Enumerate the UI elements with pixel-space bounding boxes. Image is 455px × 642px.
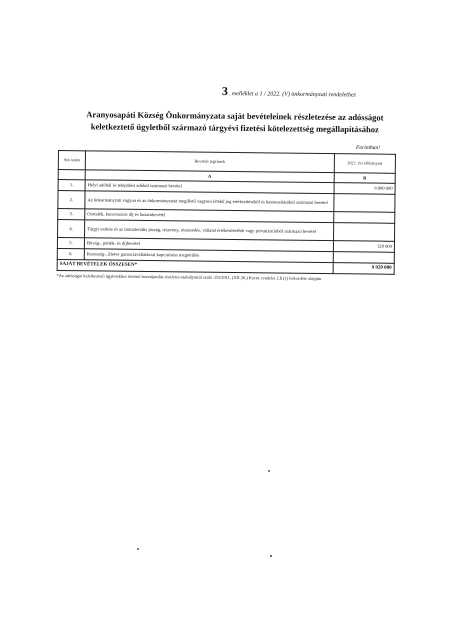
- row-value: 9 800 000: [334, 183, 395, 195]
- table-body: [57, 180, 395, 264]
- row-label: Kezesség-, illetve garanciavállalással kapcsolatos megtérülés: [84, 249, 333, 263]
- row-number: 4.: [58, 220, 85, 238]
- footnote: *Az adósságot keletkeztető ügyletekhez történő hozzájárulás részletes szabályairól szóló 353/2011. (XII.30.) Korm. rendelet 2.§ (1) bekezdése alapján: [56, 272, 322, 281]
- letter-empty: [58, 170, 85, 180]
- row-label: Helyi adóból és települési adóból származó bevétel: [85, 180, 334, 194]
- row-number: 3.: [58, 209, 85, 220]
- row-label: Bírság-, pótlék- és díjbevétel: [84, 238, 333, 252]
- total-value: 9 920 000: [333, 263, 394, 275]
- scan-speck: [268, 470, 270, 472]
- letter-a: A: [85, 170, 334, 183]
- row-label: Tárgyi eszköz és az immateriális jószág, részvény, részesedés, vállalat értékesítéséből vagy privatizációból származó bevétel: [85, 220, 334, 241]
- letter-b: B: [334, 173, 395, 184]
- scan-speck: [270, 555, 272, 557]
- row-label: Az önkormányzati vagyon és az önkormányzatot megillető vagyoni értékű jog értékesítéséből és hasznosításából származó bevétel: [85, 191, 334, 212]
- annex-header: [222, 84, 356, 100]
- row-value: [334, 194, 395, 213]
- row-number: 2.: [58, 191, 85, 209]
- row-value: [333, 223, 394, 242]
- header-appropriation: 2022. évi előirányzat: [334, 154, 395, 174]
- row-number: 1.: [58, 180, 85, 191]
- row-label: Osztalék, koncessziós díj és hozambevétel: [85, 209, 334, 223]
- row-number: 5.: [57, 238, 84, 249]
- annex-number: 3: [221, 84, 228, 99]
- title-line-1: Aranyosapáti Község Önkormányzata saját bevételeinek részletezése az adósságot: [86, 109, 384, 123]
- row-number: 6.: [57, 248, 84, 259]
- document-title: [60, 108, 410, 136]
- header-row-number: Sor-szám: [58, 151, 85, 170]
- title-line-2: keletkeztető ügyletből származó tárgyévi fizetési kötelezettség megállapításához: [90, 121, 379, 135]
- revenue-table-block: [57, 150, 396, 282]
- row-value: 120 000: [333, 241, 394, 253]
- row-value: [333, 252, 394, 264]
- scan-speck: [137, 548, 139, 550]
- revenue-table: [57, 150, 396, 275]
- annex-text: . melléklet a 1 / 2022. (V) önkormányzati rendelethez: [228, 91, 356, 99]
- row-value: [334, 212, 395, 224]
- total-label: SAJÁT BEVÉTELEK ÖSSZESEN*: [57, 259, 333, 273]
- currency-unit: Forintban!: [355, 144, 381, 152]
- header-revenue-title: Bevételi jogcímek: [85, 151, 334, 173]
